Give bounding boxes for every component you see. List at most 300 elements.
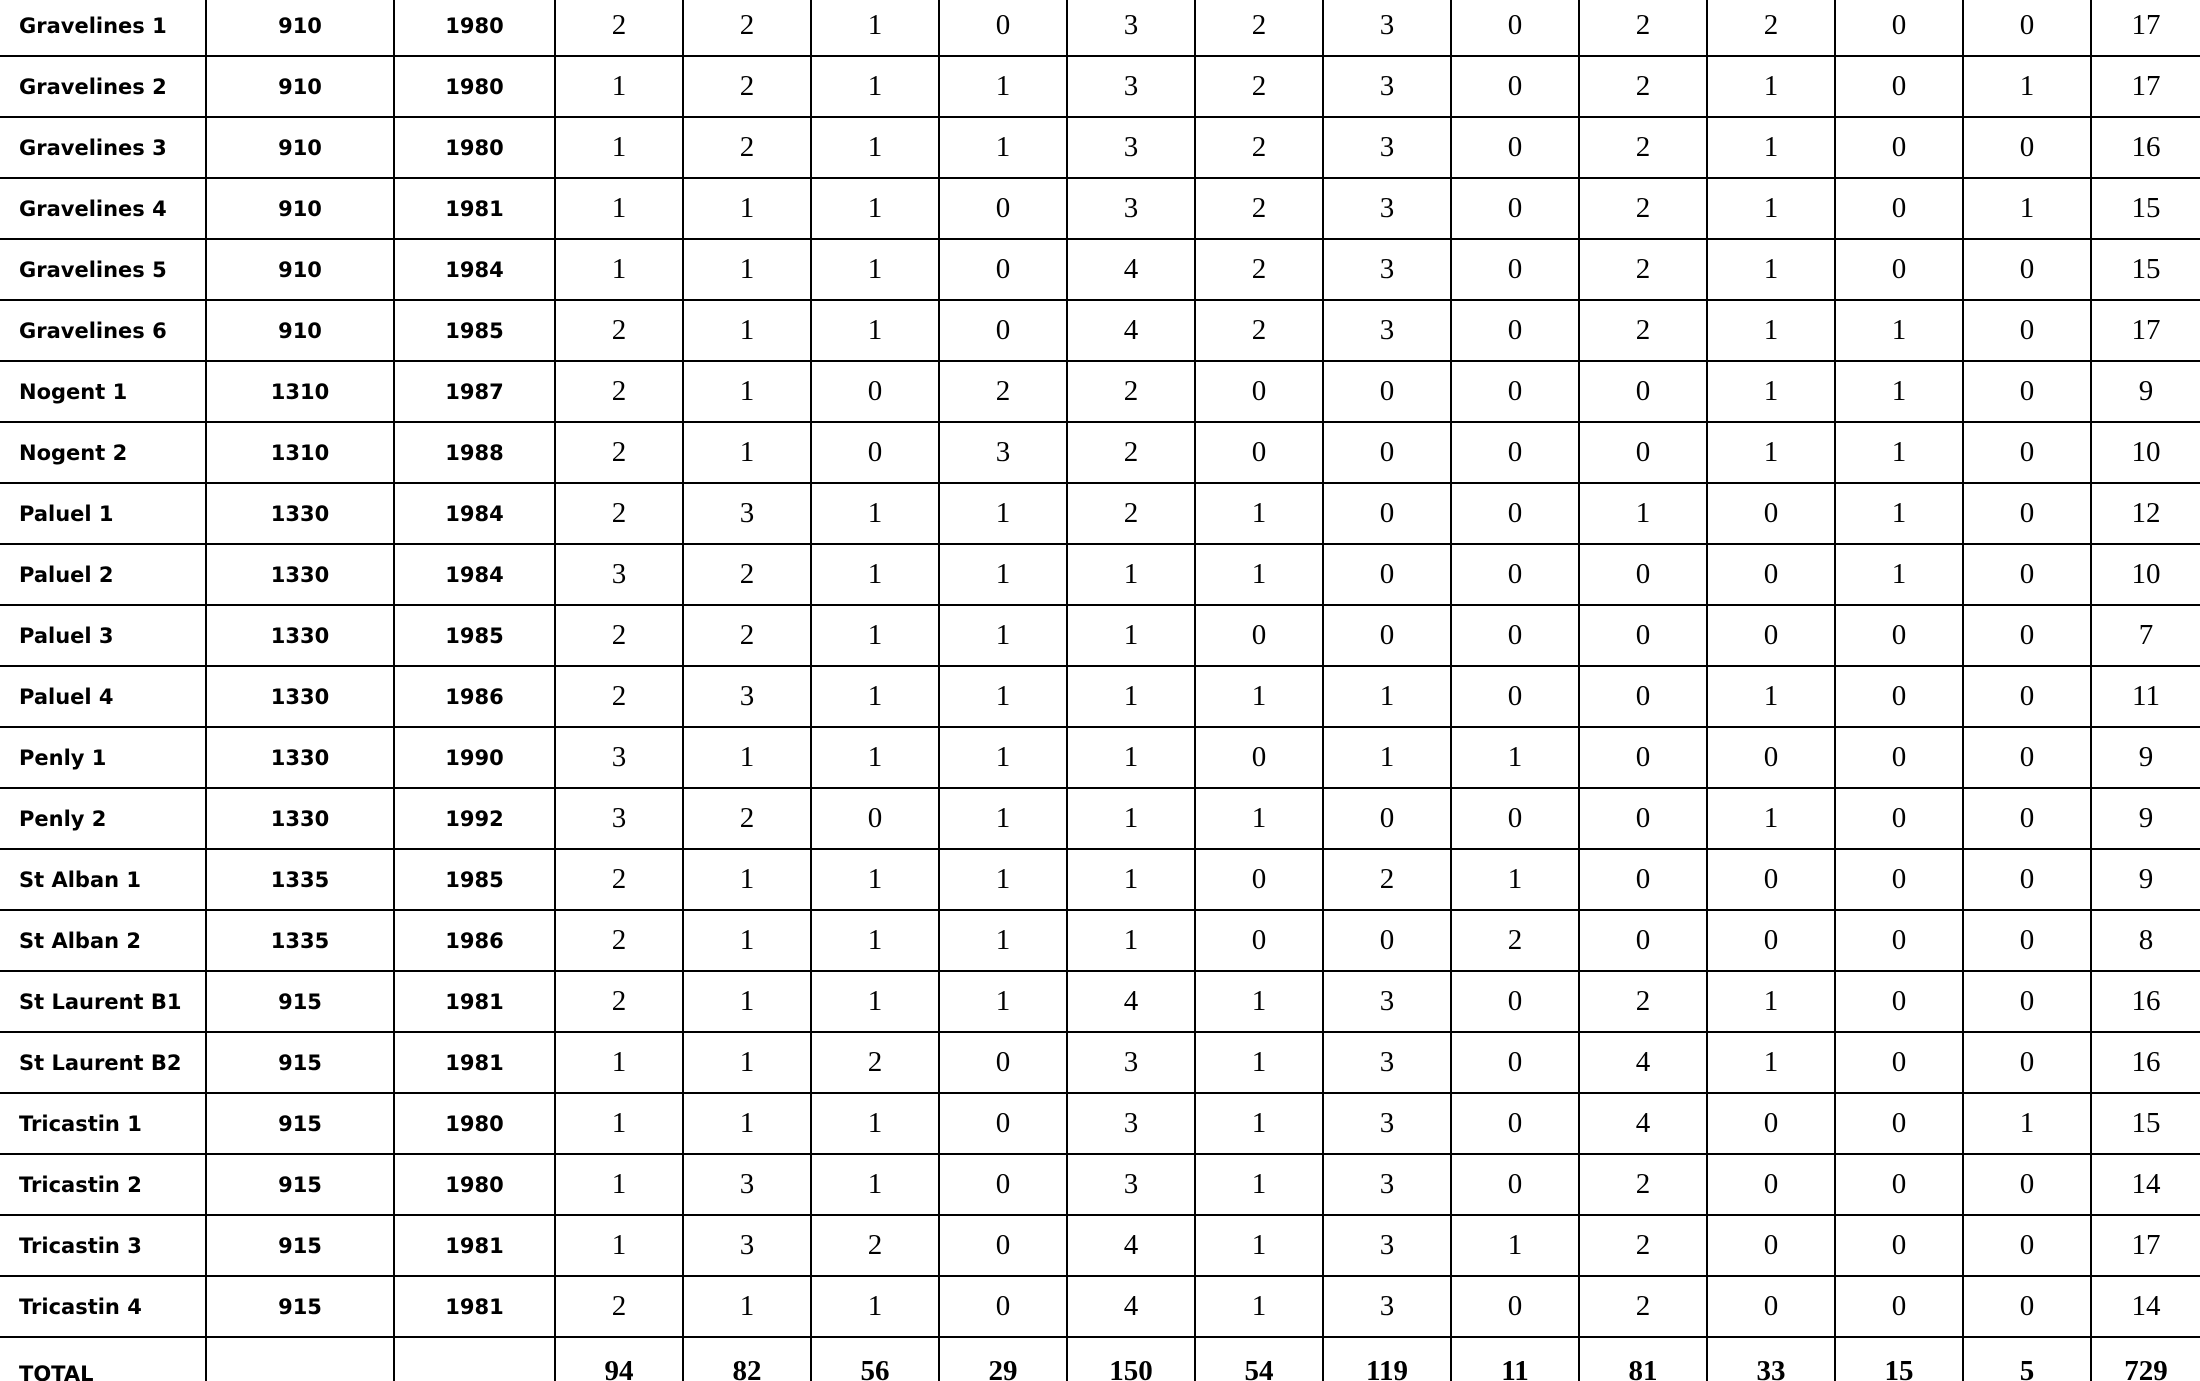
- value-cell: 0: [1835, 56, 1963, 117]
- table-row: [0, 605, 2200, 666]
- value-cell: 1: [555, 1093, 683, 1154]
- value-cell: 0: [811, 422, 939, 483]
- value-cell: 1: [811, 605, 939, 666]
- row-name-cell: Nogent 2: [0, 422, 206, 483]
- value-cell: 1: [1707, 117, 1835, 178]
- value-cell: 1: [1067, 727, 1195, 788]
- total-value-cell: 54: [1195, 1337, 1323, 1381]
- row-name-cell: Gravelines 4: [0, 178, 206, 239]
- value-cell: 2: [1195, 300, 1323, 361]
- value-cell: 0: [1835, 727, 1963, 788]
- value-cell: 1: [939, 910, 1067, 971]
- table-row: [0, 1093, 2200, 1154]
- value-cell: 1: [1707, 300, 1835, 361]
- value-cell: 3: [683, 666, 811, 727]
- value-cell: 1: [939, 56, 1067, 117]
- value-cell: 1: [1963, 178, 2091, 239]
- value-cell: 1: [811, 1276, 939, 1337]
- value-cell: 2: [1195, 117, 1323, 178]
- value-cell: 0: [939, 239, 1067, 300]
- value-cell: 1: [1067, 910, 1195, 971]
- value-cell: 0: [1963, 117, 2091, 178]
- value-cell: 1: [1067, 605, 1195, 666]
- value-cell: 2: [555, 361, 683, 422]
- total-value-cell: 5: [1963, 1337, 2091, 1381]
- row-name-cell: Gravelines 3: [0, 117, 206, 178]
- value-cell: 0: [1451, 239, 1579, 300]
- value-cell: 2: [1067, 361, 1195, 422]
- table-row: [0, 361, 2200, 422]
- row-year-cell: 1985: [394, 300, 555, 361]
- value-cell: 0: [1963, 849, 2091, 910]
- value-cell: 1: [683, 727, 811, 788]
- value-cell: 2: [1067, 483, 1195, 544]
- value-cell: 0: [1195, 605, 1323, 666]
- row-year-cell: 1984: [394, 239, 555, 300]
- value-cell: 0: [1963, 239, 2091, 300]
- value-cell: 1: [939, 971, 1067, 1032]
- value-cell: 1: [939, 117, 1067, 178]
- value-cell: 1: [1195, 544, 1323, 605]
- value-cell: 0: [1963, 0, 2091, 56]
- table-row: [0, 239, 2200, 300]
- row-year-cell: 1990: [394, 727, 555, 788]
- total-value-cell: 56: [811, 1337, 939, 1381]
- row-mw-cell: 1335: [206, 910, 394, 971]
- value-cell: 1: [1195, 971, 1323, 1032]
- row-year-cell: 1986: [394, 666, 555, 727]
- row-name-cell: St Laurent B2: [0, 1032, 206, 1093]
- row-mw-cell: 910: [206, 239, 394, 300]
- value-cell: 0: [1451, 483, 1579, 544]
- row-mw-cell: 915: [206, 1215, 394, 1276]
- value-cell: 1: [1707, 178, 1835, 239]
- value-cell: 0: [1579, 605, 1707, 666]
- value-cell: 3: [1323, 1215, 1451, 1276]
- value-cell: 0: [1835, 788, 1963, 849]
- value-cell: 1: [811, 544, 939, 605]
- row-total-cell: 15: [2091, 239, 2200, 300]
- row-year-cell: 1985: [394, 605, 555, 666]
- value-cell: 1: [811, 300, 939, 361]
- value-cell: 0: [1835, 605, 1963, 666]
- row-mw-cell: 1310: [206, 361, 394, 422]
- value-cell: 2: [1579, 300, 1707, 361]
- value-cell: 0: [1835, 117, 1963, 178]
- value-cell: 0: [1835, 0, 1963, 56]
- value-cell: 1: [811, 1093, 939, 1154]
- total-value-cell: 11: [1451, 1337, 1579, 1381]
- value-cell: 1: [1707, 666, 1835, 727]
- row-mw-cell: 1330: [206, 605, 394, 666]
- row-total-cell: 14: [2091, 1276, 2200, 1337]
- value-cell: 2: [555, 971, 683, 1032]
- value-cell: 2: [1579, 1154, 1707, 1215]
- value-cell: 3: [1067, 56, 1195, 117]
- value-cell: 0: [1579, 727, 1707, 788]
- row-total-cell: 14: [2091, 1154, 2200, 1215]
- value-cell: 0: [1835, 1032, 1963, 1093]
- row-year-cell: 1985: [394, 849, 555, 910]
- value-cell: 4: [1067, 239, 1195, 300]
- value-cell: 1: [1195, 788, 1323, 849]
- table-row: [0, 788, 2200, 849]
- value-cell: 1: [683, 1276, 811, 1337]
- value-cell: 0: [1707, 1093, 1835, 1154]
- total-value-cell: 150: [1067, 1337, 1195, 1381]
- value-cell: 1: [1707, 971, 1835, 1032]
- value-cell: 0: [1579, 849, 1707, 910]
- value-cell: 0: [1963, 300, 2091, 361]
- table-row: [0, 0, 2200, 56]
- value-cell: 0: [1195, 910, 1323, 971]
- row-name-cell: Gravelines 5: [0, 239, 206, 300]
- value-cell: 2: [1195, 0, 1323, 56]
- table-row: [0, 117, 2200, 178]
- value-cell: 3: [1067, 1032, 1195, 1093]
- row-name-cell: Penly 1: [0, 727, 206, 788]
- value-cell: 0: [1323, 544, 1451, 605]
- value-cell: 0: [1707, 1154, 1835, 1215]
- value-cell: 0: [1963, 605, 2091, 666]
- row-total-cell: 17: [2091, 56, 2200, 117]
- row-total-cell: 16: [2091, 117, 2200, 178]
- value-cell: 0: [1707, 727, 1835, 788]
- value-cell: 2: [683, 0, 811, 56]
- table-row: [0, 544, 2200, 605]
- value-cell: 0: [1835, 178, 1963, 239]
- row-name-cell: Gravelines 1: [0, 0, 206, 56]
- value-cell: 0: [1451, 361, 1579, 422]
- row-mw-cell: 910: [206, 56, 394, 117]
- value-cell: 0: [1451, 117, 1579, 178]
- row-mw-cell: 915: [206, 971, 394, 1032]
- value-cell: 3: [1323, 1154, 1451, 1215]
- value-cell: 1: [1963, 56, 2091, 117]
- total-value-cell: 81: [1579, 1337, 1707, 1381]
- value-cell: 0: [1451, 300, 1579, 361]
- row-mw-cell: 1330: [206, 544, 394, 605]
- table-row: [0, 422, 2200, 483]
- row-mw-cell: 1330: [206, 788, 394, 849]
- row-year-cell: 1981: [394, 1276, 555, 1337]
- value-cell: 2: [683, 56, 811, 117]
- value-cell: 1: [1963, 1093, 2091, 1154]
- value-cell: 0: [1323, 788, 1451, 849]
- row-total-cell: 10: [2091, 422, 2200, 483]
- value-cell: 1: [1195, 1276, 1323, 1337]
- row-year-cell: 1984: [394, 483, 555, 544]
- value-cell: 2: [1579, 0, 1707, 56]
- value-cell: 2: [555, 910, 683, 971]
- value-cell: 3: [1323, 1093, 1451, 1154]
- value-cell: 0: [1451, 1276, 1579, 1337]
- value-cell: 1: [1451, 849, 1579, 910]
- row-year-cell: 1980: [394, 56, 555, 117]
- value-cell: 1: [1323, 666, 1451, 727]
- value-cell: 1: [811, 910, 939, 971]
- value-cell: 0: [1451, 1154, 1579, 1215]
- value-cell: 1: [1195, 483, 1323, 544]
- row-year-cell: 1992: [394, 788, 555, 849]
- row-year-cell: 1980: [394, 1154, 555, 1215]
- value-cell: 4: [1067, 1215, 1195, 1276]
- value-cell: 0: [1451, 544, 1579, 605]
- value-cell: 0: [1835, 239, 1963, 300]
- value-cell: 0: [1835, 1215, 1963, 1276]
- value-cell: 2: [1579, 1276, 1707, 1337]
- table-row: [0, 666, 2200, 727]
- value-cell: 0: [1451, 1032, 1579, 1093]
- value-cell: 0: [1835, 849, 1963, 910]
- table-row: [0, 727, 2200, 788]
- row-year-cell: 1986: [394, 910, 555, 971]
- value-cell: 0: [1323, 483, 1451, 544]
- value-cell: 1: [811, 0, 939, 56]
- value-cell: 1: [555, 1154, 683, 1215]
- value-cell: 0: [939, 1276, 1067, 1337]
- value-cell: 0: [939, 178, 1067, 239]
- value-cell: 1: [555, 178, 683, 239]
- total-value-cell: 94: [555, 1337, 683, 1381]
- value-cell: 2: [1579, 239, 1707, 300]
- value-cell: 3: [1067, 1154, 1195, 1215]
- row-mw-cell: 1310: [206, 422, 394, 483]
- value-cell: 1: [1451, 1215, 1579, 1276]
- value-cell: 1: [683, 849, 811, 910]
- value-cell: 0: [1963, 1032, 2091, 1093]
- value-cell: 1: [683, 422, 811, 483]
- value-cell: 2: [811, 1215, 939, 1276]
- value-cell: 1: [1707, 56, 1835, 117]
- value-cell: 1: [555, 239, 683, 300]
- row-mw-cell: 910: [206, 178, 394, 239]
- row-year-cell: 1980: [394, 117, 555, 178]
- table-row: [0, 1276, 2200, 1337]
- value-cell: 2: [1195, 178, 1323, 239]
- value-cell: 0: [1963, 727, 2091, 788]
- value-cell: 3: [555, 788, 683, 849]
- value-cell: 0: [1707, 1215, 1835, 1276]
- value-cell: 0: [1707, 483, 1835, 544]
- value-cell: 1: [683, 1093, 811, 1154]
- value-cell: 0: [1579, 422, 1707, 483]
- row-mw-cell: 1330: [206, 483, 394, 544]
- row-total-cell: 11: [2091, 666, 2200, 727]
- value-cell: 1: [811, 666, 939, 727]
- value-cell: 1: [1323, 727, 1451, 788]
- row-mw-cell: 915: [206, 1154, 394, 1215]
- value-cell: 0: [1451, 0, 1579, 56]
- table-row: [0, 1215, 2200, 1276]
- value-cell: 3: [555, 544, 683, 605]
- row-year-cell: 1981: [394, 1215, 555, 1276]
- value-cell: 3: [1323, 300, 1451, 361]
- value-cell: 2: [1195, 239, 1323, 300]
- value-cell: 1: [1195, 1154, 1323, 1215]
- value-cell: 0: [1579, 666, 1707, 727]
- value-cell: 0: [939, 1093, 1067, 1154]
- value-cell: 2: [1579, 971, 1707, 1032]
- total-value-cell: 33: [1707, 1337, 1835, 1381]
- value-cell: 0: [1963, 1276, 2091, 1337]
- value-cell: 3: [1067, 0, 1195, 56]
- value-cell: 3: [1323, 56, 1451, 117]
- table-row: [0, 910, 2200, 971]
- row-name-cell: Paluel 3: [0, 605, 206, 666]
- value-cell: 1: [1067, 849, 1195, 910]
- row-name-cell: St Laurent B1: [0, 971, 206, 1032]
- value-cell: 0: [1963, 971, 2091, 1032]
- value-cell: 0: [1195, 727, 1323, 788]
- value-cell: 0: [1963, 483, 2091, 544]
- row-mw-cell: 910: [206, 300, 394, 361]
- value-cell: 1: [939, 666, 1067, 727]
- total-label: TOTAL: [0, 1337, 206, 1381]
- value-cell: 1: [1835, 361, 1963, 422]
- row-mw-cell: 910: [206, 117, 394, 178]
- value-cell: 1: [939, 605, 1067, 666]
- table-row: [0, 178, 2200, 239]
- value-cell: 0: [1579, 544, 1707, 605]
- value-cell: 1: [1195, 666, 1323, 727]
- row-name-cell: Paluel 4: [0, 666, 206, 727]
- row-name-cell: Penly 2: [0, 788, 206, 849]
- value-cell: 0: [1963, 544, 2091, 605]
- grand-total-cell: 729: [2091, 1337, 2200, 1381]
- row-name-cell: Nogent 1: [0, 361, 206, 422]
- value-cell: 3: [683, 1215, 811, 1276]
- value-cell: 0: [1451, 1093, 1579, 1154]
- value-cell: 3: [1323, 178, 1451, 239]
- row-name-cell: Tricastin 3: [0, 1215, 206, 1276]
- value-cell: 0: [1963, 1215, 2091, 1276]
- value-cell: 1: [939, 483, 1067, 544]
- value-cell: 2: [1579, 178, 1707, 239]
- row-year-cell: 1984: [394, 544, 555, 605]
- value-cell: 1: [1067, 788, 1195, 849]
- row-total-cell: 9: [2091, 788, 2200, 849]
- table-row: [0, 56, 2200, 117]
- value-cell: 0: [1835, 1154, 1963, 1215]
- row-total-cell: 17: [2091, 1215, 2200, 1276]
- value-cell: 4: [1579, 1032, 1707, 1093]
- row-year-cell: 1981: [394, 971, 555, 1032]
- value-cell: 0: [1451, 56, 1579, 117]
- row-total-cell: 15: [2091, 1093, 2200, 1154]
- value-cell: 1: [1835, 300, 1963, 361]
- row-total-cell: 7: [2091, 605, 2200, 666]
- value-cell: 4: [1067, 1276, 1195, 1337]
- value-cell: 1: [683, 1032, 811, 1093]
- value-cell: 0: [1707, 849, 1835, 910]
- row-mw-cell: 915: [206, 1276, 394, 1337]
- value-cell: 1: [683, 178, 811, 239]
- value-cell: 0: [1963, 361, 2091, 422]
- row-year-cell: 1988: [394, 422, 555, 483]
- value-cell: 1: [1707, 239, 1835, 300]
- row-total-cell: 17: [2091, 0, 2200, 56]
- row-mw-cell: 1330: [206, 727, 394, 788]
- value-cell: 1: [939, 788, 1067, 849]
- row-total-cell: 16: [2091, 1032, 2200, 1093]
- row-mw-cell: 1330: [206, 666, 394, 727]
- value-cell: 2: [555, 422, 683, 483]
- value-cell: 0: [1451, 666, 1579, 727]
- value-cell: 1: [939, 849, 1067, 910]
- total-value-cell: 82: [683, 1337, 811, 1381]
- row-name-cell: Tricastin 4: [0, 1276, 206, 1337]
- value-cell: 3: [555, 727, 683, 788]
- value-cell: 3: [1323, 1032, 1451, 1093]
- value-cell: 0: [1579, 910, 1707, 971]
- value-cell: 0: [1963, 910, 2091, 971]
- value-cell: 1: [555, 56, 683, 117]
- value-cell: 2: [1451, 910, 1579, 971]
- value-cell: 0: [939, 1154, 1067, 1215]
- value-cell: 0: [1963, 666, 2091, 727]
- table-row: [0, 1154, 2200, 1215]
- table-row: [0, 300, 2200, 361]
- row-name-cell: Paluel 2: [0, 544, 206, 605]
- value-cell: 1: [939, 544, 1067, 605]
- value-cell: 0: [1707, 544, 1835, 605]
- value-cell: 3: [1323, 117, 1451, 178]
- row-year-cell: 1981: [394, 1032, 555, 1093]
- value-cell: 1: [1451, 727, 1579, 788]
- value-cell: 2: [683, 544, 811, 605]
- value-cell: 1: [811, 727, 939, 788]
- value-cell: 0: [811, 788, 939, 849]
- row-total-cell: 12: [2091, 483, 2200, 544]
- value-cell: 0: [939, 300, 1067, 361]
- row-total-cell: 9: [2091, 849, 2200, 910]
- value-cell: 0: [1323, 422, 1451, 483]
- value-cell: 1: [1835, 483, 1963, 544]
- value-cell: 1: [1835, 422, 1963, 483]
- value-cell: 0: [1963, 422, 2091, 483]
- value-cell: 2: [1323, 849, 1451, 910]
- row-name-cell: Paluel 1: [0, 483, 206, 544]
- total-row: [0, 1337, 2200, 1381]
- value-cell: 1: [683, 300, 811, 361]
- value-cell: 2: [555, 1276, 683, 1337]
- value-cell: 0: [1451, 971, 1579, 1032]
- value-cell: 1: [1195, 1032, 1323, 1093]
- value-cell: 1: [1579, 483, 1707, 544]
- value-cell: 1: [1067, 666, 1195, 727]
- total-value-cell: 29: [939, 1337, 1067, 1381]
- value-cell: 2: [1579, 117, 1707, 178]
- value-cell: 0: [1323, 910, 1451, 971]
- value-cell: 2: [555, 483, 683, 544]
- value-cell: 2: [939, 361, 1067, 422]
- value-cell: 1: [811, 483, 939, 544]
- value-cell: 0: [1195, 849, 1323, 910]
- value-cell: 2: [1707, 0, 1835, 56]
- value-cell: 0: [1195, 361, 1323, 422]
- value-cell: 1: [1195, 1215, 1323, 1276]
- value-cell: 1: [939, 727, 1067, 788]
- value-cell: 1: [811, 971, 939, 1032]
- value-cell: 0: [1835, 971, 1963, 1032]
- value-cell: 2: [1579, 1215, 1707, 1276]
- value-cell: 0: [1195, 422, 1323, 483]
- value-cell: 2: [1195, 56, 1323, 117]
- value-cell: 1: [1707, 361, 1835, 422]
- value-cell: 0: [1835, 1276, 1963, 1337]
- row-year-cell: 1980: [394, 1093, 555, 1154]
